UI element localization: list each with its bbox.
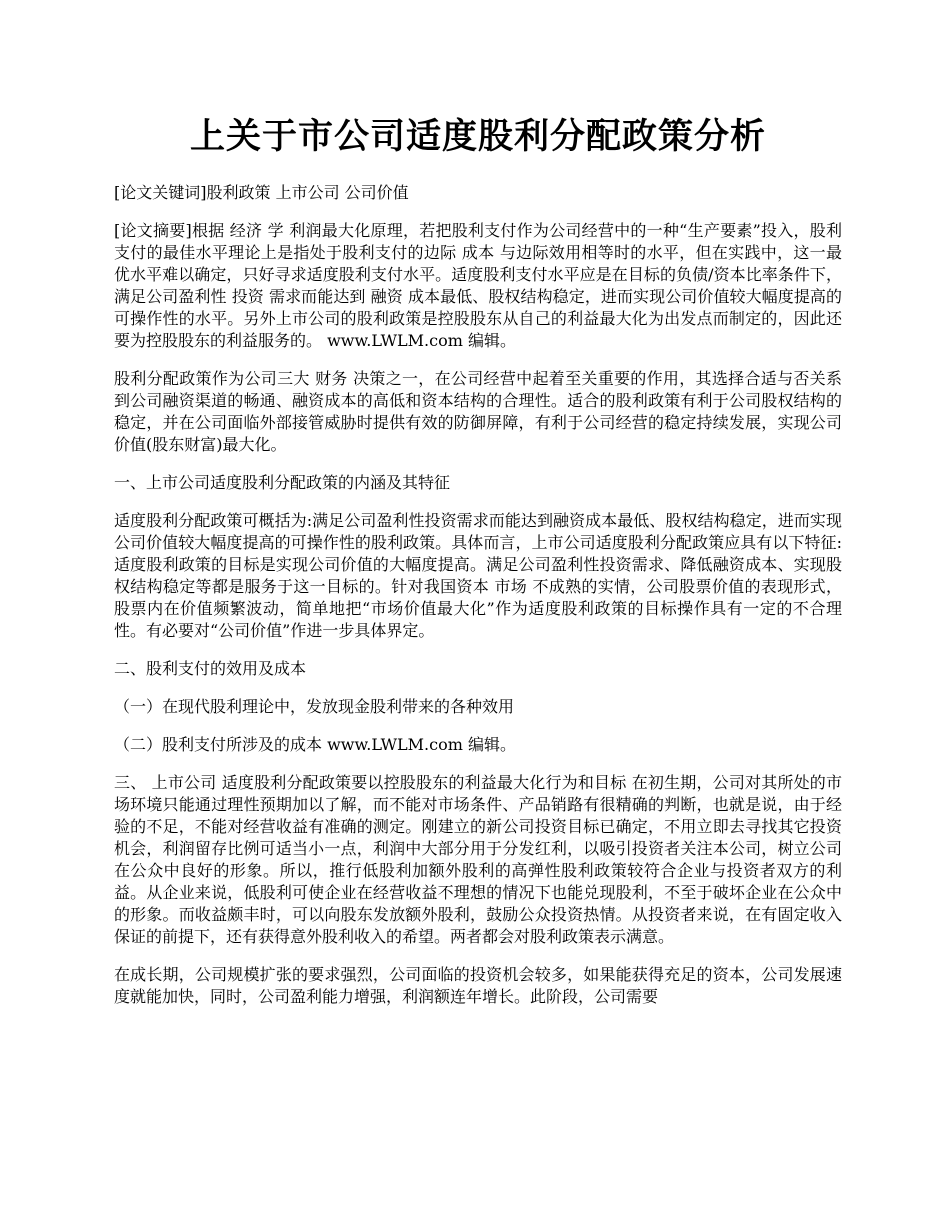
- document-page: [114, 0, 842, 1008]
- growth-stage-paragraph: 在成长期，公司规模扩张的要求强烈，公司面临的投资机会较多，如果能获得充足的资本，公司发展速度就能加快，同时，公司盈利能力增强，利润额连年增长。此阶段，公司需要: [114, 965, 842, 1006]
- document-title: 上关于市公司适度股利分配政策分析: [189, 116, 766, 157]
- section-heading-1: 一、上市公司适度股利分配政策的内涵及其特征: [114, 473, 451, 492]
- abstract-paragraph: [论文摘要]根据 经济 学 利润最大化原理，若把股利支付作为公司经营中的一种“生产要素”投入，股利支付的最佳水平理论上是指处于股利支付的边际 成本 与边际效用相等时的水平，但在实践中，这一最优水平难以确定，只好寻求适度股利支付水平。适度股利支付水平应是在目标的负债/资本比率条件下，满足公司盈利性 投资 需求而能达到 融资 成本最低、股权结构稳定，进而实现公司价值较大幅度提高的可操作性的水平。另外上市公司的股利政策是控股股东从自己的利益最大化为出发点而制定的，因此还要为控股股东的利益服务的。 www.LWLM.com 编辑。: [114, 221, 842, 350]
- section-heading-2: 二、股利支付的效用及成本: [114, 659, 307, 678]
- subsection-heading-2-2: （二）股利支付所涉及的成本 www.LWLM.com 编辑。: [114, 735, 516, 754]
- section-3-paragraph: 三、 上市公司 适度股利分配政策要以控股股东的利益最大化行为和目标 在初生期，公司对其所处的市场环境只能通过理性预期加以了解，而不能对市场条件、产品销路有很精确的判断，也就是说，由于经验的不足，不能对经营收益有准确的测定。刚建立的新公司投资目标已确定，不用立即去寻找其它投资机会，利润留存比例可适当小一点，利润中大部分用于分发红利，以吸引投资者关注本公司，树立公司在公众中良好的形象。所以，推行低股利加额外股利的高弹性股利政策较符合企业与投资者双方的利益。从企业来说，低股利可使企业在经营收益不理想的情况下也能兑现股利，不至于破坏企业在公众中的形象。而收益颇丰时，可以向股东发放额外股利，鼓励公众投资热情。从投资者来说，在有固定收入保证的前提下，还有获得意外股利收入的希望。两者都会对股利政策表示满意。: [114, 773, 842, 946]
- subsection-heading-2-1: （一）在现代股利理论中，发放现金股利带来的各种效用: [114, 697, 515, 716]
- intro-paragraph: 股利分配政策作为公司三大 财务 决策之一，在公司经营中起着至关重要的作用，其选择合适与否关系到公司融资渠道的畅通、融资成本的高低和资本结构的合理性。适合的股利政策有利于公司股权结构的稳定，并在公司面临外部接管威胁时提供有效的防御屏障，有利于公司经营的稳定持续发展，实现公司价值(股东财富)最大化。: [114, 369, 842, 454]
- section-1-paragraph: 适度股利分配政策可概括为:满足公司盈利性投资需求而能达到融资成本最低、股权结构稳定，进而实现公司价值较大幅度提高的可操作性的股利政策。具体而言，上市公司适度股利分配政策应具有以下特征:适度股利政策的目标是实现公司价值的大幅度提高。满足公司盈利性投资需求、降低融资成本、实现股权结构稳定等都是服务于这一目标的。针对我国资本 市场 不成熟的实情，公司股票价值的表现形式，股票内在价值频繁波动，简单地把“市场价值最大化”作为适度股利政策的目标操作具有一定的不合理性。有必要对“公司价值”作进一步具体界定。: [114, 511, 842, 640]
- keywords-paragraph: [论文关键词]股利政策 上市公司 公司价值: [114, 183, 409, 202]
